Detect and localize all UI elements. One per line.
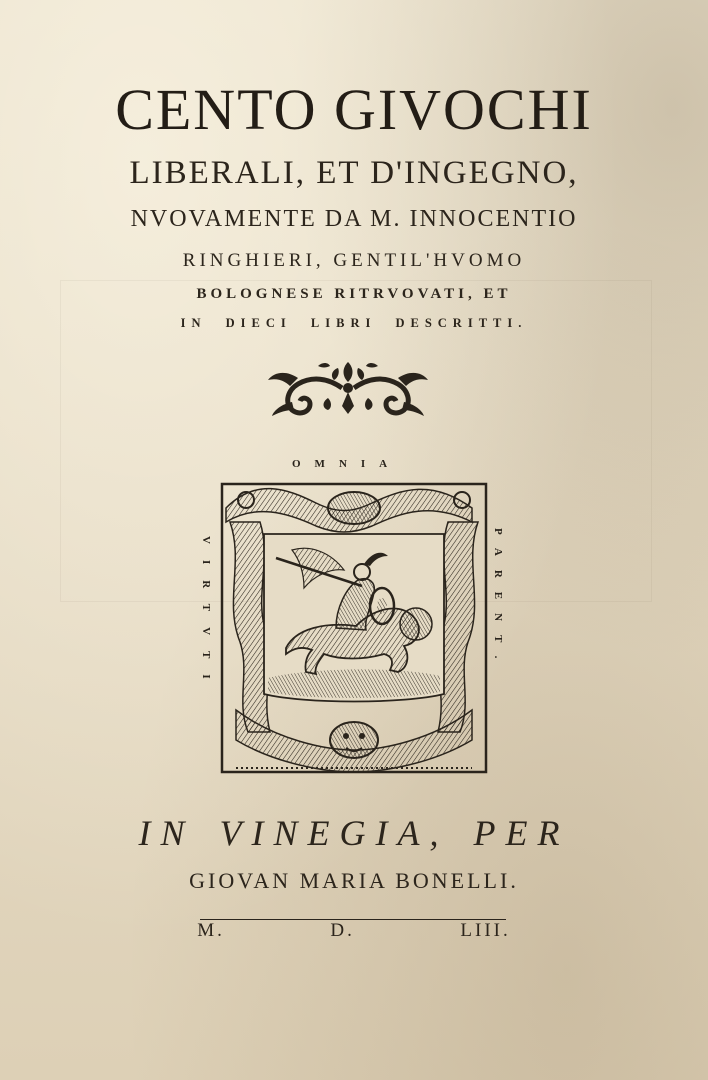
- imprint-place: IN VINEGIA, PER: [138, 813, 570, 853]
- motto-top: OMNIA: [292, 458, 402, 470]
- imprint-printer: GIOVAN MARIA BONELLI.: [189, 868, 519, 893]
- date-part: LIII.: [460, 920, 511, 941]
- book-title: CENTO GIVOCHI: [115, 77, 593, 142]
- subtitle-line-1: LIBERALI, ET D'INGEGNO,: [129, 155, 579, 191]
- motto-left: VIRTVTI: [200, 536, 212, 695]
- subtitle-line-3: RINGHIERI, GENTIL'HVOMO: [182, 250, 526, 271]
- motto-right: PARENT.: [492, 528, 504, 673]
- subtitle-line-2: NVOVAMENTE DA M. INNOCENTIO: [130, 206, 578, 232]
- subtitle-line-4: BOLOGNESE RITRVOVATI, ET: [196, 286, 512, 302]
- date-part: M.: [197, 920, 225, 941]
- fleuron-ornament: [262, 358, 434, 420]
- imprint-date: [0, 920, 708, 942]
- subtitle-line-5: IN DIECI LIBRI DESCRITTI.: [180, 316, 528, 330]
- date-part: D.: [330, 920, 355, 941]
- printers-device-woodcut: [216, 478, 492, 778]
